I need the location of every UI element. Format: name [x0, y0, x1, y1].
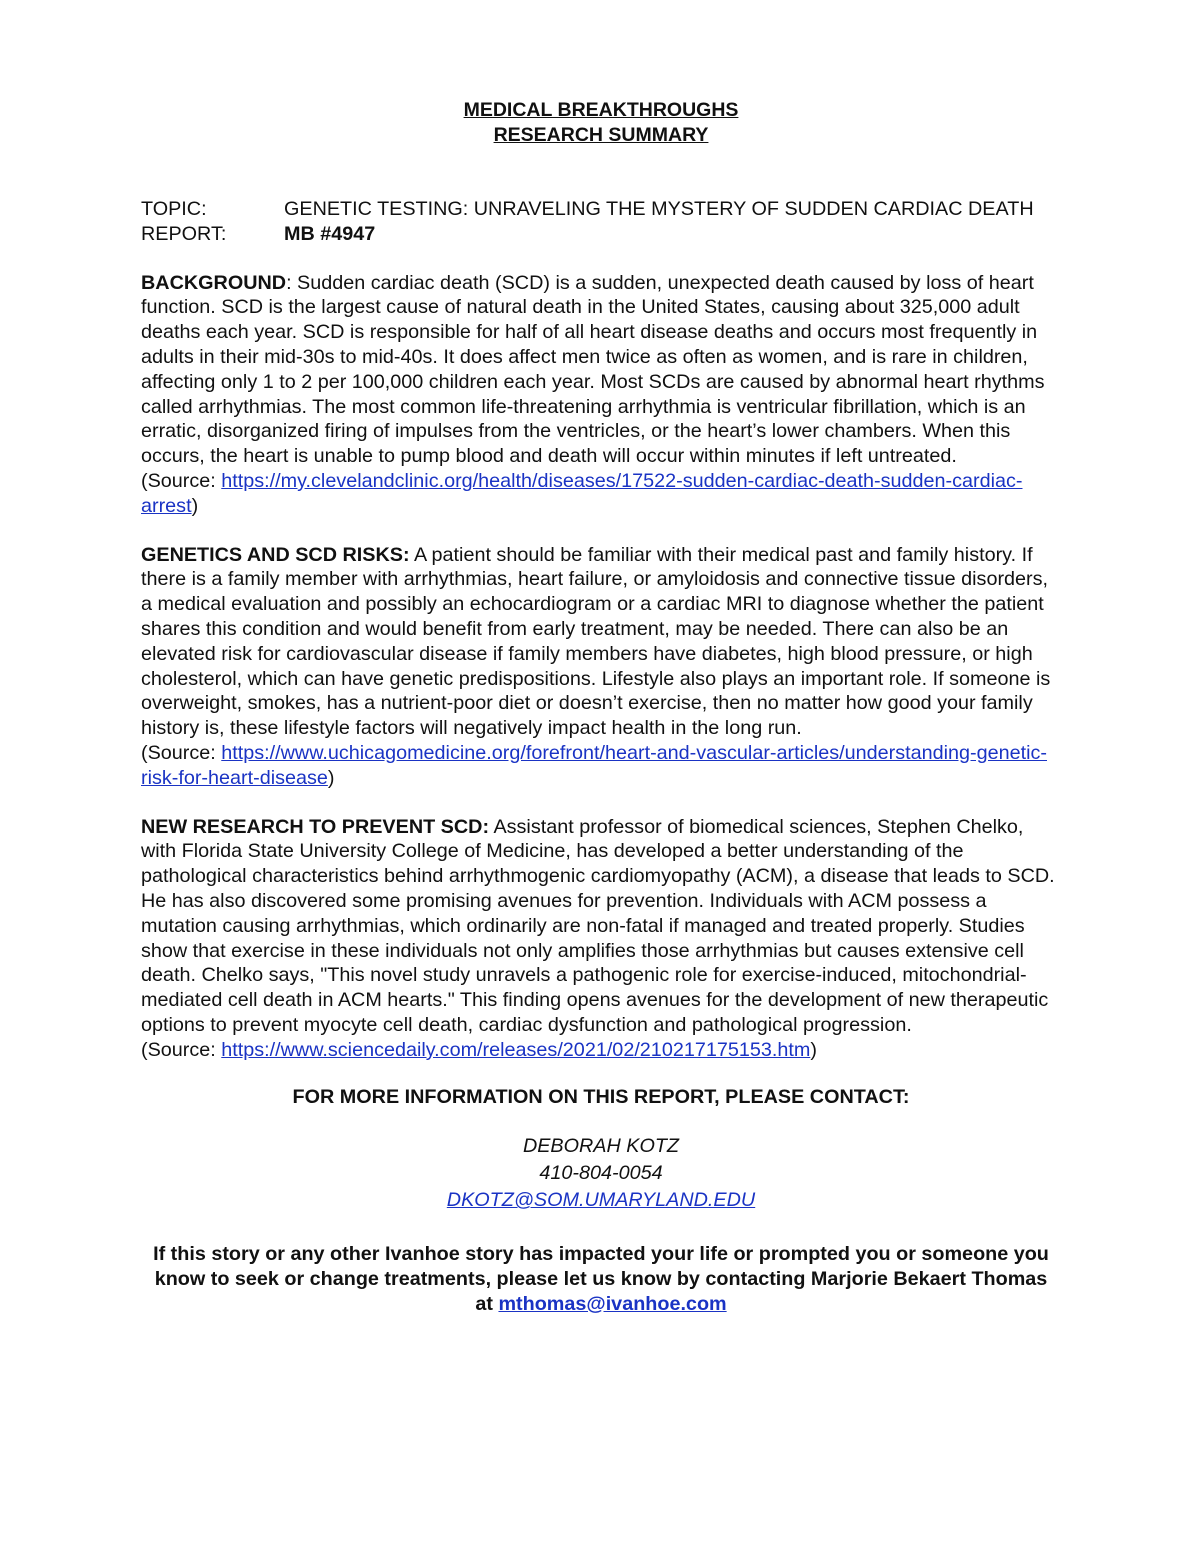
report-meta: [141, 197, 1061, 247]
genetics-section: [141, 543, 1061, 791]
title-line-1: MEDICAL BREAKTHROUGHS: [463, 99, 739, 121]
report-value: MB #4947: [284, 222, 376, 245]
genetics-text: A patient should be familiar with their medical past and family history. If there is a family member with arrhythmias, heart failure, or amyloidosis and connective tissue disorders, a medical evaluation and possibly an echocardiogram or a cardiac MRI to diagnose whether the patient shares this condition and would benefit from early treatment, may be needed. There can also be an elevated risk for cardiovascular disease if family members have diabetes, high blood pressure, or high cholesterol, which can have genetic predispositions. Lifestyle also plays an important role. If someone is overweight, smokes, has a nutrient-poor diet or doesn’t exercise, then no matter how good your family history is, these lifestyle factors will negatively impact health in the long run.: [141, 543, 1051, 740]
background-text: : Sudden cardiac death (SCD) is a sudden, unexpected death caused by loss of heart function. SCD is the largest cause of natural death in the United States, causing about 325,000 adult deaths each year. SCD is responsible for half of all heart disease deaths and occurs most frequently in adults in their mid-30s to mid-40s. It does affect men twice as often as women, and is rare in children, affecting only 1 to 2 per 100,000 children each year. Most SCDs are caused by abnormal heart rhythms called arrhythmias. The most common life-threatening arrhythmia is ventricular fibrillation, which is an erratic, disorganized firing of impulses from the ventricles, or the heart’s lower chambers. When this occurs, the heart is unable to pump blood and death will occur within minutes if left untreated.: [141, 271, 1045, 468]
research-source-link[interactable]: https://www.sciencedaily.com/releases/2021/02/210217175153.htm: [221, 1038, 811, 1061]
impact-note: [141, 1242, 1061, 1316]
background-source-link[interactable]: https://my.clevelandclinic.org/health/diseases/17522-sudden-cardiac-death-sudden-cardiac-arrest: [141, 469, 1023, 517]
report-label: REPORT:: [141, 222, 227, 245]
topic-value: GENETIC TESTING: UNRAVELING THE MYSTERY OF SUDDEN CARDIAC DEATH: [284, 198, 1034, 220]
research-section: [141, 815, 1061, 1063]
research-heading: NEW RESEARCH TO PREVENT SCD:: [141, 815, 490, 838]
research-paragraph: [141, 815, 1061, 1038]
impact-email-link[interactable]: mthomas@ivanhoe.com: [498, 1292, 727, 1315]
source-suffix: ): [191, 494, 199, 517]
source-prefix: (Source:: [141, 1038, 222, 1061]
background-source: [141, 469, 1061, 519]
background-heading: BACKGROUND: [141, 271, 287, 294]
contact-block: [141, 1133, 1061, 1214]
genetics-heading: GENETICS AND SCD RISKS:: [141, 543, 410, 566]
contact-email-link[interactable]: DKOTZ@SOM.UMARYLAND.EDU: [446, 1189, 756, 1212]
document-page: [141, 98, 1061, 1317]
contact-heading: FOR MORE INFORMATION ON THIS REPORT, PLEASE CONTACT:: [292, 1085, 910, 1108]
genetics-source-link[interactable]: https://www.uchicagomedicine.org/forefront/heart-and-vascular-articles/understanding-genetic-risk-for-heart-disease: [141, 741, 1047, 789]
report-row: [141, 222, 1061, 247]
genetics-source: [141, 741, 1061, 791]
research-text: Assistant professor of biomedical sciences, Stephen Chelko, with Florida State University College of Medicine, has developed a better understanding of the pathological characteristics behind arrhythmogenic cardiomyopathy (ACM), a disease that leads to SCD. He has also discovered some promising avenues for prevention. Individuals with ACM possess a mutation causing arrhythmias, which ordinarily are non-fatal if managed and treated properly. Studies show that exercise in these individuals not only amplifies those arrhythmias but causes extensive cell death. Chelko says, "This novel study unravels a pathogenic role for exercise-induced, mitochondrial-mediated cell death in ACM hearts." This finding opens avenues for the development of new therapeutic options to prevent myocyte cell death, cardiac dysfunction and pathological progression.: [141, 815, 1055, 1036]
contact-phone: 410-804-0054: [539, 1162, 663, 1185]
background-paragraph: [141, 271, 1061, 469]
document-title: [141, 98, 1061, 147]
source-suffix: ): [327, 766, 335, 789]
contact-name: DEBORAH KOTZ: [522, 1135, 680, 1158]
genetics-paragraph: [141, 543, 1061, 741]
source-prefix: (Source:: [141, 741, 222, 764]
source-suffix: ): [810, 1038, 817, 1061]
impact-text: If this story or any other Ivanhoe story has impacted your life or prompted you or someone you know to seek or change treatments, please let us know by contacting Marjorie Bekaert Thomas at: [153, 1243, 1049, 1315]
research-source: [141, 1038, 1061, 1063]
topic-row: [141, 197, 1061, 222]
topic-label: TOPIC:: [141, 198, 207, 220]
background-section: [141, 271, 1061, 519]
title-line-2: RESEARCH SUMMARY: [493, 123, 709, 146]
source-prefix: (Source:: [141, 469, 222, 492]
